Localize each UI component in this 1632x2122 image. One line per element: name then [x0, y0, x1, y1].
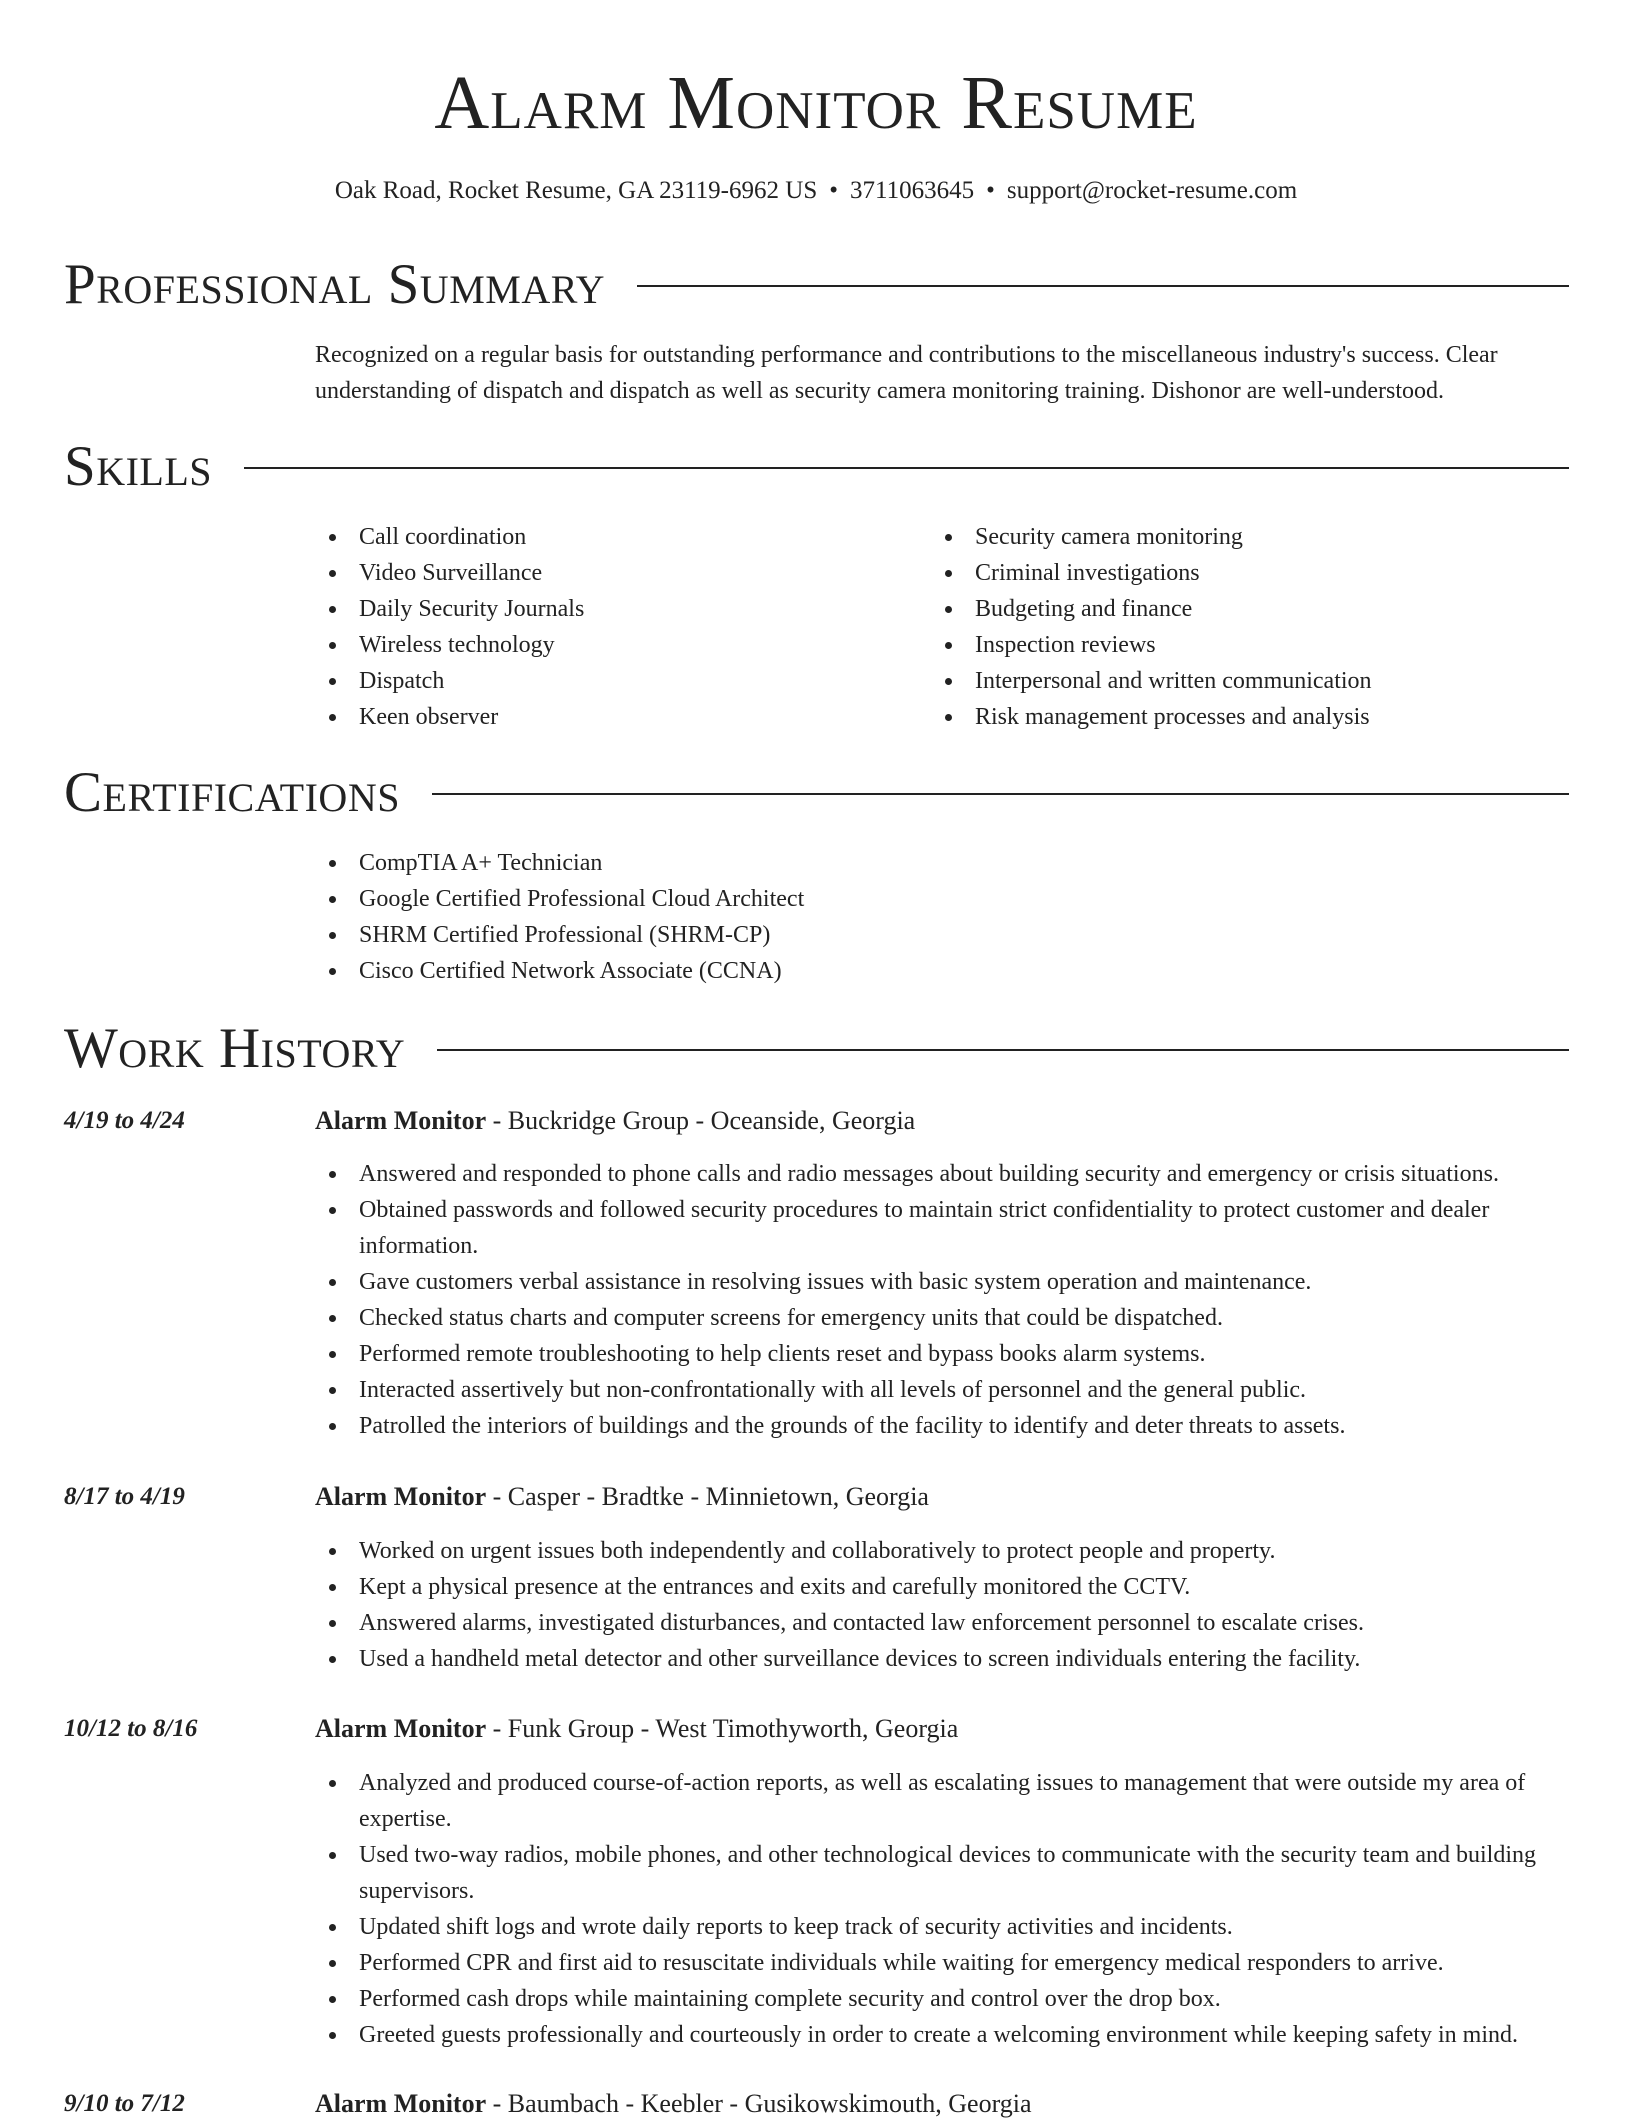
job-heading	[315, 1711, 1570, 1747]
skill-item: Keen observer	[315, 699, 915, 735]
job-company: - Funk Group - West Timothyworth, Georgia	[486, 1714, 959, 1743]
job-dates: 10/12 to 8/16	[64, 1715, 198, 1742]
resume-name: Alarm Monitor Resume	[434, 61, 1198, 145]
job-bullet: Answered and responded to phone calls and radio messages about building security and emergency or crisis situations.	[315, 1156, 1580, 1192]
job-bullet: Analyzed and produced course-of-action reports, as well as escalating issues to management that were outside my area of expertise.	[315, 1765, 1580, 1837]
skill-item: Video Surveillance	[315, 555, 915, 591]
work-history-section-header	[64, 1017, 1569, 1081]
job-bullet: Gave customers verbal assistance in resolving issues with basic system operation and maintenance.	[315, 1264, 1580, 1300]
job-role: Alarm Monitor	[315, 2089, 487, 2118]
certification-item: Google Certified Professional Cloud Architect	[315, 881, 1315, 917]
skills-list-right	[931, 519, 1571, 735]
job-bullet: Updated shift logs and wrote daily reports to keep track of security activities and incidents.	[315, 1909, 1580, 1945]
job-bullets	[315, 1765, 1580, 2053]
contact-email: support@rocket-resume.com	[1006, 177, 1298, 204]
job-bullet: Greeted guests professionally and courteously in order to create a welcoming environment while keeping safety in mind.	[315, 2017, 1580, 2053]
job-bullets	[315, 1533, 1580, 1677]
certification-item: CompTIA A+ Technician	[315, 845, 1315, 881]
job-heading	[315, 1479, 1570, 1515]
job-role: Alarm Monitor	[315, 1714, 487, 1743]
job-bullets	[315, 1156, 1580, 1444]
certification-item: SHRM Certified Professional (SHRM-CP)	[315, 917, 1315, 953]
certifications-section-title: Certifications	[64, 761, 400, 824]
skill-item: Budgeting and finance	[931, 591, 1571, 627]
job-dates: 8/17 to 4/19	[64, 1483, 185, 1510]
job-bullet: Worked on urgent issues both independently and collaboratively to protect people and property.	[315, 1533, 1580, 1569]
skill-item: Security camera monitoring	[931, 519, 1571, 555]
job-company: - Buckridge Group - Oceanside, Georgia	[486, 1106, 916, 1135]
certifications-section-header	[64, 761, 1569, 825]
skill-item: Criminal investigations	[931, 555, 1571, 591]
work-history-section-title: Work History	[64, 1017, 406, 1080]
summary-text: Recognized on a regular basis for outstanding performance and contributions to the miscellaneous industry's success. Clear understanding of dispatch and dispatch as well as security camera monitoring training. Dishonor are well-understood.	[315, 342, 1498, 404]
skills-section-title: Skills	[64, 435, 213, 498]
job-dates: 9/10 to 7/12	[64, 2090, 185, 2117]
job-bullet: Used a handheld metal detector and other surveillance devices to screen individuals entering the facility.	[315, 1641, 1580, 1677]
summary-section-title: Professional Summary	[64, 253, 606, 316]
skill-item: Dispatch	[315, 663, 915, 699]
contact-separator: •	[829, 177, 838, 204]
job-bullet: Performed cash drops while maintaining complete security and control over the drop box.	[315, 1981, 1580, 2017]
skills-list-left	[315, 519, 915, 735]
job-role: Alarm Monitor	[315, 1482, 487, 1511]
section-divider	[244, 467, 1569, 469]
job-bullet: Answered alarms, investigated disturbances, and contacted law enforcement personnel to escalate crises.	[315, 1605, 1580, 1641]
skill-item: Risk management processes and analysis	[931, 699, 1571, 735]
job-company: - Casper - Bradtke - Minnietown, Georgia	[486, 1482, 929, 1511]
contact-address: Oak Road, Rocket Resume, GA 23119-6962 US	[334, 177, 818, 204]
section-divider	[637, 285, 1569, 287]
summary-section-header	[64, 253, 1569, 317]
job-heading	[315, 2086, 1570, 2122]
job-dates: 4/19 to 4/24	[64, 1107, 185, 1134]
job-bullet: Kept a physical presence at the entrances and exits and carefully monitored the CCTV.	[315, 1569, 1580, 1605]
contact-line	[0, 175, 1632, 207]
job-bullet: Performed CPR and first aid to resuscitate individuals while waiting for emergency medical responders to arrive.	[315, 1945, 1580, 1981]
job-bullet: Interacted assertively but non-confrontationally with all levels of personnel and the general public.	[315, 1372, 1580, 1408]
skill-item: Call coordination	[315, 519, 915, 555]
job-bullet: Used two-way radios, mobile phones, and other technological devices to communicate with the security team and building supervisors.	[315, 1837, 1580, 1909]
job-bullet: Obtained passwords and followed security procedures to maintain strict confidentiality to protect customer and dealer information.	[315, 1192, 1580, 1264]
job-bullet: Checked status charts and computer screens for emergency units that could be dispatched.	[315, 1300, 1580, 1336]
section-divider	[437, 1049, 1569, 1051]
certifications-list	[315, 845, 1315, 989]
skill-item: Interpersonal and written communication	[931, 663, 1571, 699]
job-bullet: Patrolled the interiors of buildings and the grounds of the facility to identify and deter threats to assets.	[315, 1408, 1580, 1444]
skills-section-header	[64, 435, 1569, 499]
job-heading	[315, 1103, 1570, 1139]
job-role: Alarm Monitor	[315, 1106, 487, 1135]
contact-separator: •	[986, 177, 995, 204]
contact-phone: 3711063645	[850, 177, 975, 204]
skill-item: Inspection reviews	[931, 627, 1571, 663]
skill-item: Daily Security Journals	[315, 591, 915, 627]
job-company: - Baumbach - Keebler - Gusikowskimouth, Georgia	[486, 2089, 1032, 2118]
section-divider	[432, 793, 1569, 795]
skill-item: Wireless technology	[315, 627, 915, 663]
job-bullet: Performed remote troubleshooting to help clients reset and bypass books alarm systems.	[315, 1336, 1580, 1372]
certification-item: Cisco Certified Network Associate (CCNA)	[315, 953, 1315, 989]
